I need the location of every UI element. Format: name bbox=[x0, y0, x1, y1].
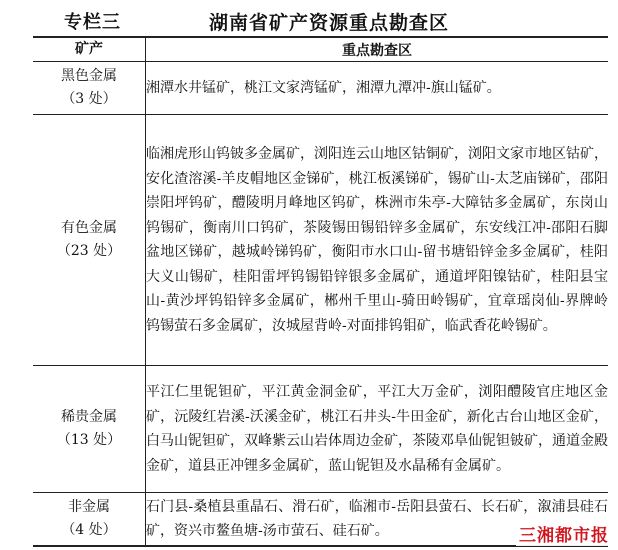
areas-text: 平江仁里铌钽矿，平江黄金洞金矿，平江大万金矿，浏阳醴陵官庄地区金矿，沅陵红岩溪-沃溪金矿，桃江石井头-牛田金矿，新化古台山地区金矿，白马山铌钽矿，双峰紫云山岩体周边金矿，茶陵邓阜仙铌钽铍矿，通道金殿金矿，道县正冲锂多金属矿，蓝山铌钽及水晶稀有金属矿。 bbox=[146, 384, 608, 474]
areas-cell bbox=[146, 366, 609, 493]
table-header-row bbox=[33, 37, 608, 62]
category-cell bbox=[33, 62, 146, 115]
areas-text: 临湘虎形山钨铍多金属矿，浏阳连云山地区钴铜矿，浏阳文家市地区钴矿，安化渣溶溪-羊皮帽地区金锑矿，桃江板溪锑矿，锡矿山-太芝庙锑矿，邵阳崇阳坪钨矿，醴陵明月峰地区钨矿，株洲市朱亭-大障钴多金属矿，东岗山钨锡矿，衡南川口钨矿，茶陵锡田锡铅锌多金属矿，东安线江冲-邵阳石脚盆地区锑矿，越城岭锑钨矿，衡阳市水口山-留书塘铅锌金多金属矿，桂阳大义山锡矿，桂阳雷坪钨锡铅锌银多金属矿，通道坪阳镍钴矿，桂阳县宝山-黄沙坪钨铅锌多金属矿，郴州千里山-骑田岭锡矿，宜章瑶岗仙-界牌岭钨锡萤石多金属矿，汝城屋背岭-对面排钨钼矿，临武香花岭锡矿。 bbox=[146, 146, 608, 334]
header-areas: 重点勘查区 bbox=[146, 37, 609, 62]
category-count: （23 处） bbox=[56, 243, 122, 259]
category-count: （3 处） bbox=[61, 91, 117, 107]
newspaper-watermark: 三湘都市报 bbox=[516, 521, 612, 546]
table-row bbox=[33, 62, 608, 115]
areas-cell bbox=[146, 115, 609, 366]
table-row bbox=[33, 366, 608, 493]
category-name: 黑色金属 bbox=[61, 68, 117, 84]
category-cell bbox=[33, 366, 146, 493]
category-name: 稀贵金属 bbox=[61, 409, 117, 425]
header-mineral: 矿产 bbox=[33, 37, 146, 62]
category-name: 有色金属 bbox=[61, 220, 117, 236]
areas-cell bbox=[146, 62, 609, 115]
areas-text: 湘潭水井锰矿，桃江文家湾锰矿，湘潭九潭冲-旗山锰矿。 bbox=[146, 79, 501, 96]
category-count: （4 处） bbox=[61, 522, 117, 538]
category-count: （13 处） bbox=[56, 432, 122, 448]
survey-table bbox=[33, 36, 608, 547]
table-row bbox=[33, 115, 608, 366]
areas-text: 石门县-桑植县重晶石、滑石矿，临湘市-岳阳县萤石、长石矿，溆浦县硅石矿，资兴市鳌鱼塘-汤市萤石、硅石矿。 bbox=[146, 498, 608, 539]
category-cell bbox=[33, 493, 146, 547]
header bbox=[0, 0, 618, 36]
category-name: 非金属 bbox=[68, 499, 110, 515]
page-title: 湖南省矿产资源重点勘查区 bbox=[208, 12, 449, 34]
column-label: 专栏三 bbox=[64, 12, 121, 33]
category-cell bbox=[33, 115, 146, 366]
